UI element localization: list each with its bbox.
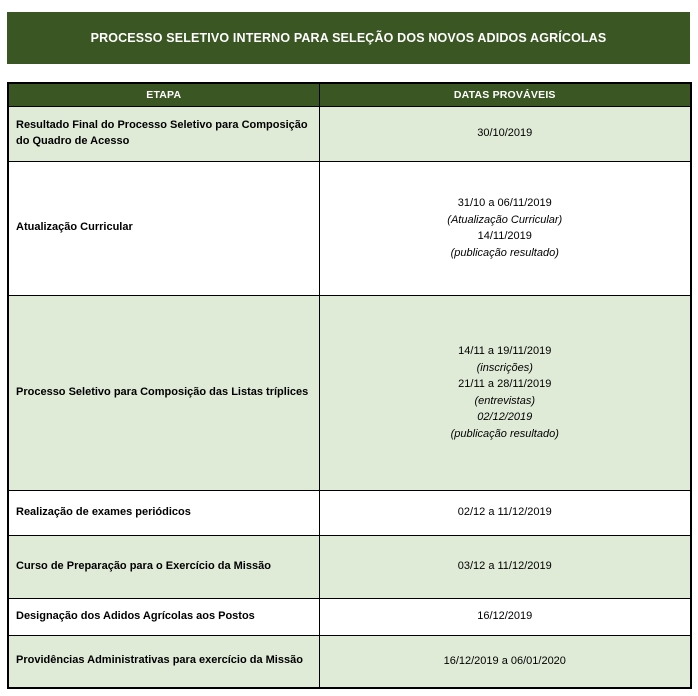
date-group bbox=[328, 376, 683, 409]
table-header-row bbox=[8, 83, 691, 106]
title-banner bbox=[7, 12, 690, 64]
cell-datas bbox=[319, 161, 691, 295]
date-note: (entrevistas) bbox=[474, 394, 536, 407]
date-group bbox=[328, 343, 683, 376]
cell-etapa: Designação dos Adidos Agrícolas aos Postos bbox=[8, 598, 319, 635]
date-main: 02/12/2019 bbox=[477, 411, 533, 423]
date-group bbox=[328, 125, 683, 142]
date-group bbox=[328, 653, 683, 670]
date-main: 30/10/2019 bbox=[477, 127, 533, 140]
cell-datas bbox=[319, 490, 691, 535]
column-header-etapa: ETAPA bbox=[8, 83, 319, 106]
cell-datas bbox=[319, 106, 691, 161]
date-main: 16/12/2019 bbox=[477, 610, 533, 623]
date-note: (Atualização Curricular) bbox=[447, 213, 563, 226]
column-header-datas: DATAS PROVÁVEIS bbox=[319, 83, 691, 106]
date-group bbox=[328, 409, 683, 442]
cell-etapa: Processo Seletivo para Composição das Listas tríplices bbox=[8, 295, 319, 490]
cell-etapa: Curso de Preparação para o Exercício da Missão bbox=[8, 535, 319, 598]
date-note: (inscrições) bbox=[476, 361, 533, 374]
cell-etapa: Atualização Curricular bbox=[8, 161, 319, 295]
cell-datas bbox=[319, 535, 691, 598]
date-main: 14/11/2019 bbox=[477, 230, 532, 242]
cell-datas bbox=[319, 598, 691, 635]
date-main: 16/12/2019 a 06/01/2020 bbox=[443, 655, 566, 667]
date-main: 03/12 a 11/12/2019 bbox=[457, 560, 552, 573]
table-row bbox=[8, 295, 691, 490]
schedule-table bbox=[7, 82, 692, 689]
table-row bbox=[8, 598, 691, 635]
table-row bbox=[8, 106, 691, 161]
date-main: 21/11 a 28/11/2019 bbox=[458, 378, 552, 390]
table-row bbox=[8, 635, 691, 688]
cell-etapa: Providências Administrativas para exercício da Missão bbox=[8, 635, 319, 688]
date-group bbox=[328, 608, 683, 625]
page-title: PROCESSO SELETIVO INTERNO PARA SELEÇÃO DOS NOVOS ADIDOS AGRÍCOLAS bbox=[90, 30, 607, 45]
date-group bbox=[328, 558, 683, 575]
cell-datas bbox=[319, 295, 691, 490]
table-header bbox=[8, 83, 691, 106]
cell-datas bbox=[319, 635, 691, 688]
cell-etapa: Resultado Final do Processo Seletivo para Composição do Quadro de Acesso bbox=[8, 106, 319, 161]
date-note: (publicação resultado) bbox=[450, 427, 559, 440]
date-main: 02/12 a 11/12/2019 bbox=[457, 506, 552, 519]
cell-etapa: Realização de exames periódicos bbox=[8, 490, 319, 535]
date-note: (publicação resultado) bbox=[450, 246, 559, 259]
table-row bbox=[8, 535, 691, 598]
date-main: 14/11 a 19/11/2019 bbox=[458, 345, 552, 357]
table-row bbox=[8, 161, 691, 295]
date-group bbox=[328, 504, 683, 521]
table-row bbox=[8, 490, 691, 535]
date-main: 31/10 a 06/11/2019 bbox=[457, 197, 552, 209]
date-group bbox=[328, 195, 683, 228]
date-group bbox=[328, 228, 683, 261]
table-body bbox=[8, 106, 691, 688]
